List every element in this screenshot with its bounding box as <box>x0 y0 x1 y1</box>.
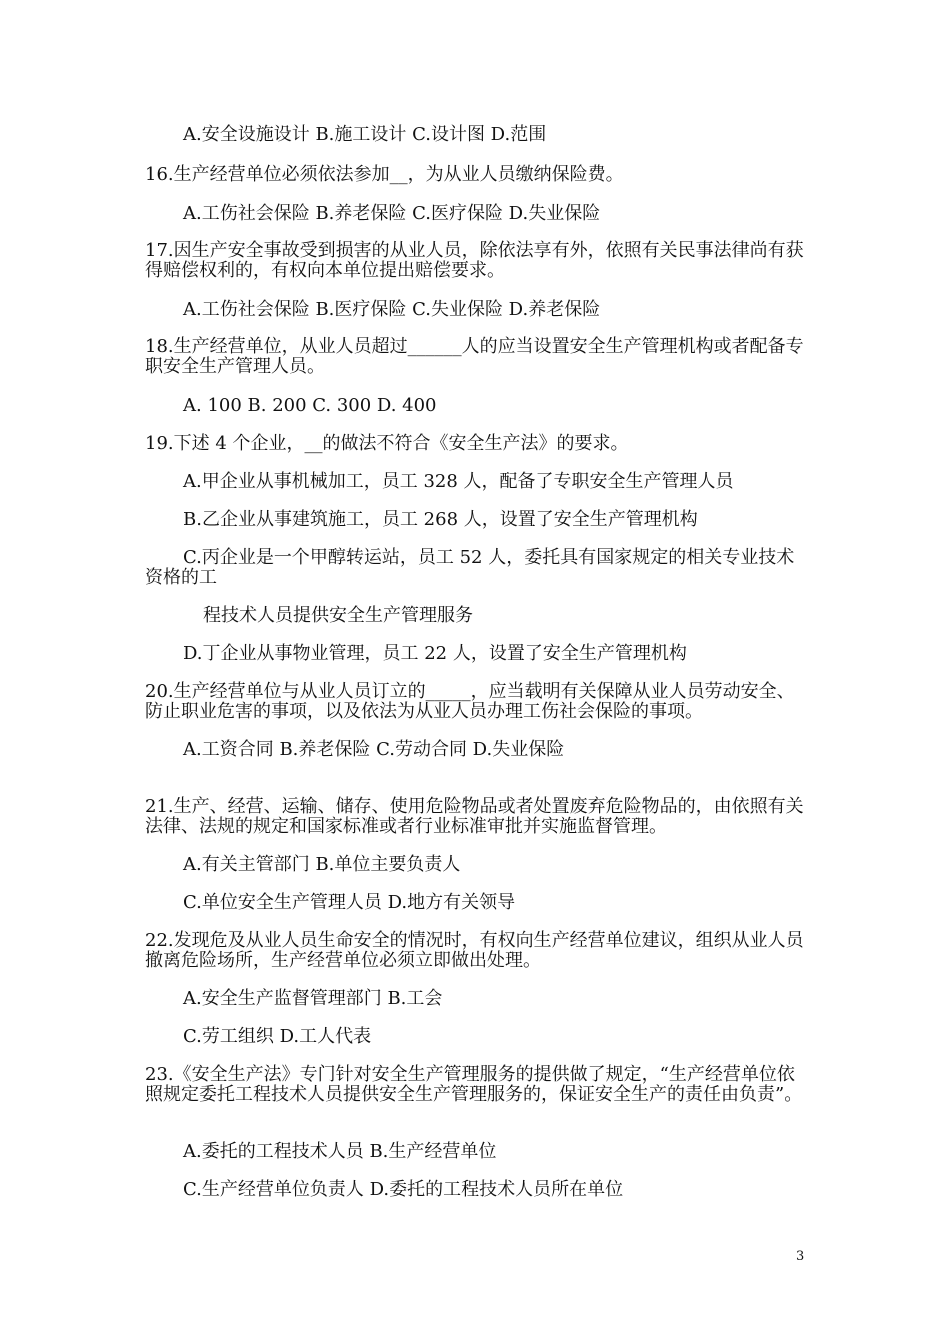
question-22: 22.发现危及从业人员生命安全的情况时，有权向生产经营单位建议，组织从业人员撤离危险场所，生产经营单位必须立即做出处理。 <box>145 930 804 971</box>
option-line: C.丙企业是一个甲醇转运站，员工 52 人，委托具有国家规定的相关专业技术资格的工 <box>145 547 795 588</box>
option-line: A.工伤社会保险 B.医疗保险 C.失业保险 D.养老保险 <box>183 299 601 320</box>
question-21: 21.生产、经营、运输、储存、使用危险物品或者处置废弃危险物品的，由依照有关法律、法规的规定和国家标准或者行业标准审批并实施监督管理。 <box>145 796 804 837</box>
question-19: 19.下述 4 个企业，__的做法不符合《安全生产法》的要求。 <box>145 433 629 454</box>
option-line: A.有关主管部门 B.单位主要负责人 <box>183 854 461 875</box>
option-line: A.安全生产监督管理部门 B.工会 <box>183 988 443 1009</box>
option-line: A.甲企业从事机械加工，员工 328 人，配备了专职安全生产管理人员 <box>183 471 734 492</box>
option-line: C.劳工组织 D.工人代表 <box>183 1026 372 1047</box>
page-number: 3 <box>796 1249 805 1264</box>
question-20: 20.生产经营单位与从业人员订立的_____，应当载明有关保障从业人员劳动安全、防止职业危害的事项，以及依法为从业人员办理工伤社会保险的事项。 <box>145 681 795 722</box>
option-line: A.安全设施设计 B.施工设计 C.设计图 D.范围 <box>183 124 547 145</box>
option-line: C.生产经营单位负责人 D.委托的工程技术人员所在单位 <box>183 1179 624 1200</box>
option-line: A.委托的工程技术人员 B.生产经营单位 <box>183 1141 497 1162</box>
option-line: C.单位安全生产管理人员 D.地方有关领导 <box>183 892 516 913</box>
question-23: 23.《安全生产法》专门针对安全生产管理服务的提供做了规定，“生产经营单位依照规定委托工程技术人员提供安全生产管理服务的，保证安全生产的责任由负责”。 <box>145 1064 803 1105</box>
question-17: 17.因生产安全事故受到损害的从业人员，除依法享有外，依照有关民事法律尚有获得赔偿权利的，有权向本单位提出赔偿要求。 <box>145 240 804 281</box>
option-line: D.丁企业从事物业管理，员工 22 人，设置了安全生产管理机构 <box>183 643 687 664</box>
option-line: A. 100 B. 200 C. 300 D. 400 <box>183 395 437 416</box>
option-line: A.工资合同 B.养老保险 C.劳动合同 D.失业保险 <box>183 739 565 760</box>
option-line: B.乙企业从事建筑施工，员工 268 人，设置了安全生产管理机构 <box>183 509 698 530</box>
question-18: 18.生产经营单位，从业人员超过______人的应当设置安全生产管理机构或者配备专职安全生产管理人员。 <box>145 336 804 377</box>
option-line: A.工伤社会保险 B.养老保险 C.医疗保险 D.失业保险 <box>183 203 601 224</box>
option-continuation: 程技术人员提供安全生产管理服务 <box>203 605 473 626</box>
question-16: 16.生产经营单位必须依法参加__，为从业人员缴纳保险费。 <box>145 164 624 185</box>
